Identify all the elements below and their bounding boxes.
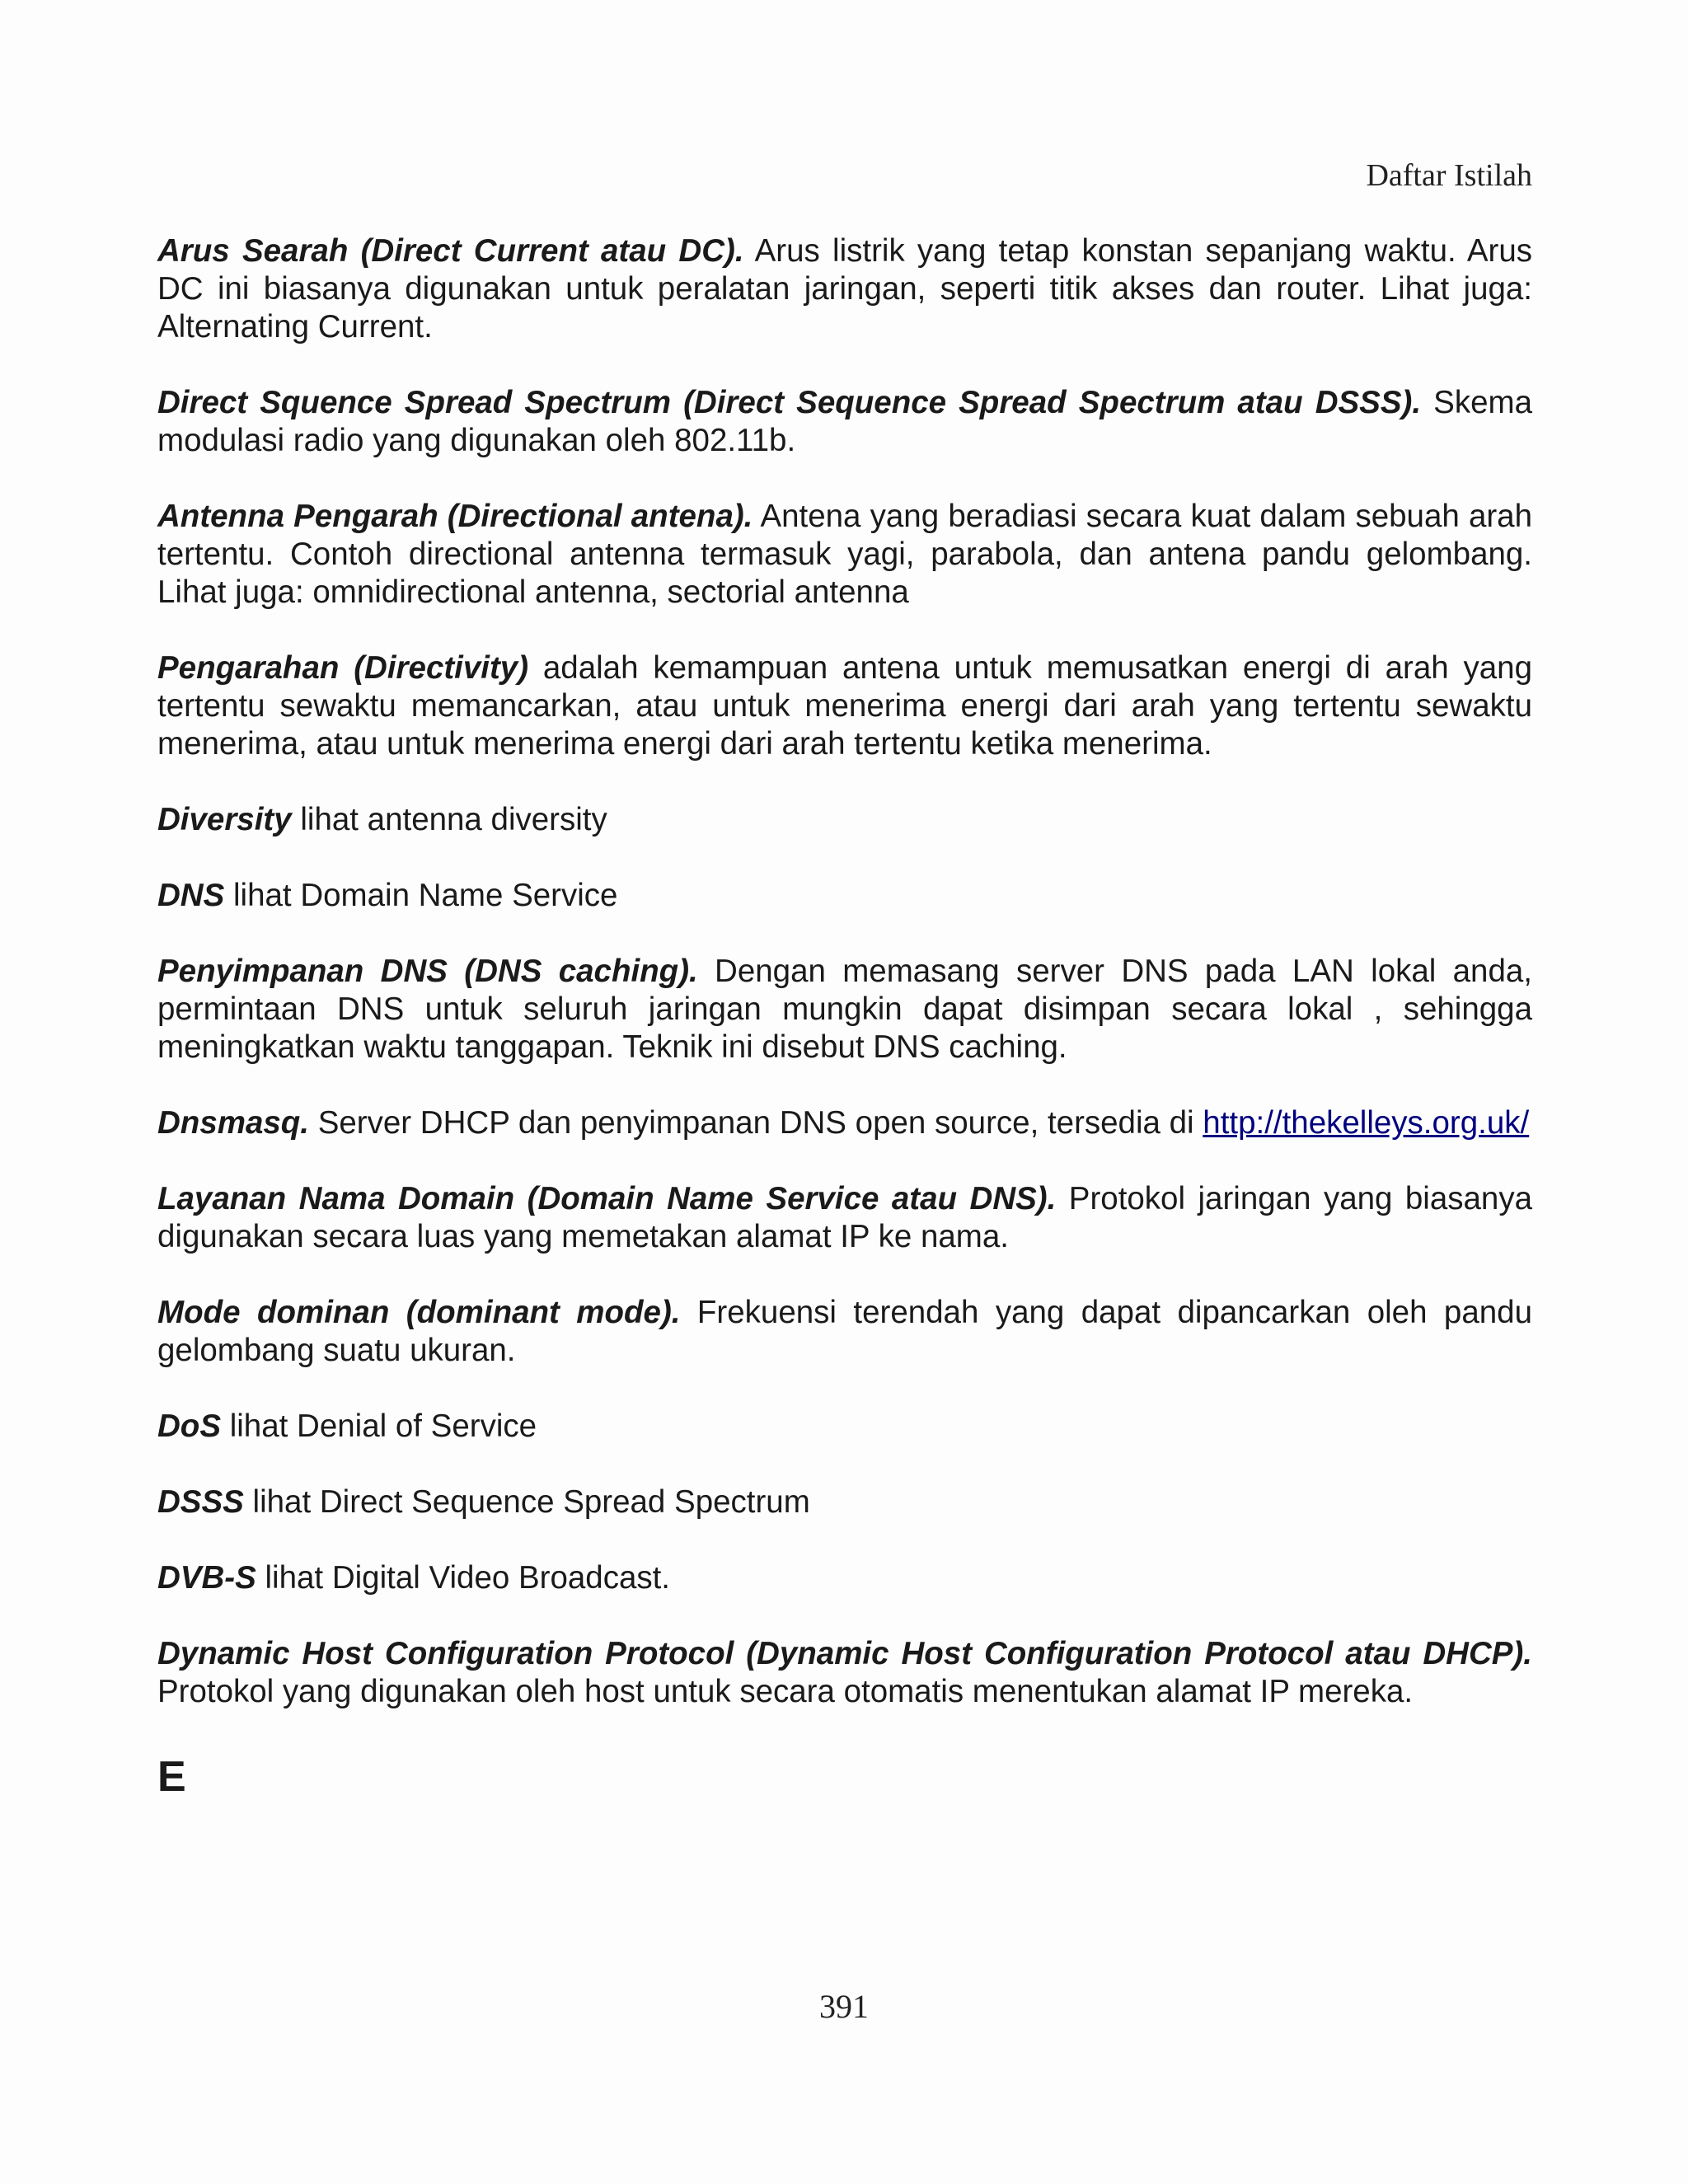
glossary-entry-dos [157,1408,1532,1446]
glossary-content [157,232,1532,1802]
glossary-entry-directional-antenna [157,498,1532,612]
entry-term: DNS [157,878,225,913]
entry-term: Arus Searah (Direct Current atau DC). [157,233,744,269]
glossary-entry-dns [157,877,1532,915]
entry-definition: Protokol jaringan yang biasanya digunakan secara luas yang memetakan alamat IP ke nama. [157,1181,1533,1254]
glossary-entry-dnsmasq [157,1104,1532,1142]
entry-term: Penyimpanan DNS (DNS caching). [157,954,698,989]
entry-definition: Arus listrik yang tetap konstan sepanjang waktu. Arus DC ini biasanya digunakan untuk peralatan jaringan, seperti titik akses dan router. Lihat juga: Alternating Current. [157,233,1532,344]
entry-term: DSSS [157,1484,244,1520]
glossary-entry-dominant-mode [157,1294,1532,1370]
running-header: Daftar Istilah [1366,158,1532,193]
entry-definition: Antena yang beradiasi secara kuat dalam sebuah arah tertentu. Contoh directional antenna termasuk yagi, parabola, dan antena pandu gelombang. Lihat juga: omnidirectional antenna, sectorial antenna [157,499,1533,610]
dnsmasq-link[interactable]: http://thekelleys.org.uk/ [1203,1105,1530,1141]
entry-definition: lihat Direct Sequence Spread Spectrum [243,1484,810,1520]
glossary-entry-dns-caching [157,953,1532,1066]
entry-term: Antenna Pengarah (Directional antena). [157,499,753,534]
glossary-entry-dvb-s [157,1559,1532,1597]
entry-definition: lihat Domain Name Service [224,878,618,913]
entry-term: DVB-S [157,1560,256,1596]
glossary-entry-directivity [157,649,1532,763]
entry-term: Pengarahan (Directivity) [157,650,529,686]
entry-term: Layanan Nama Domain (Domain Name Service atau DNS). [157,1181,1057,1216]
entry-definition: Frekuensi terendah yang dapat dipancarkan oleh pandu gelombang suatu ukuran. [157,1295,1532,1368]
entry-definition: lihat Denial of Service [221,1408,537,1444]
entry-definition: adalah kemampuan antena untuk memusatkan energi di arah yang tertentu sewaktu memancarkan, atau untuk menerima energi dari arah yang tertentu sewaktu menerima, atau untuk menerima energi dari arah tertentu ketika menerima. [157,650,1533,762]
page-number: 391 [819,1988,869,2025]
entry-definition: Server DHCP dan penyimpanan DNS open source, tersedia di [309,1105,1203,1141]
entry-definition: Skema modulasi radio yang digunakan oleh 802.11b. [157,385,1532,458]
entry-term: Mode dominan (dominant mode). [157,1295,681,1330]
entry-definition: Dengan memasang server DNS pada LAN lokal anda, permintaan DNS untuk seluruh jaringan mungkin dapat disimpan secara lokal , sehingga meningkatkan waktu tanggapan. Teknik ini disebut DNS caching. [157,954,1532,1065]
glossary-entry-dc [157,232,1532,346]
glossary-entry-diversity [157,801,1532,839]
glossary-entry-dsss [157,1483,1532,1521]
entry-term: Diversity [157,802,292,837]
glossary-entry-dsss-full [157,384,1532,460]
glossary-entry-domain-name-service [157,1180,1532,1256]
entry-term: Direct Squence Spread Spectrum (Direct Sequence Spread Spectrum atau DSSS). [157,385,1422,420]
entry-term: DoS [157,1408,221,1444]
glossary-entry-dhcp [157,1635,1532,1711]
entry-definition: Protokol yang digunakan oleh host untuk secara otomatis menentukan alamat IP mereka. [157,1674,1414,1709]
entry-term: Dnsmasq. [157,1105,310,1141]
entry-definition: lihat Digital Video Broadcast. [256,1560,671,1596]
section-heading-letter: E [157,1753,186,1801]
entry-definition: lihat antenna diversity [291,802,607,837]
entry-term: Dynamic Host Configuration Protocol (Dynamic Host Configuration Protocol atau DHCP). [157,1636,1532,1671]
